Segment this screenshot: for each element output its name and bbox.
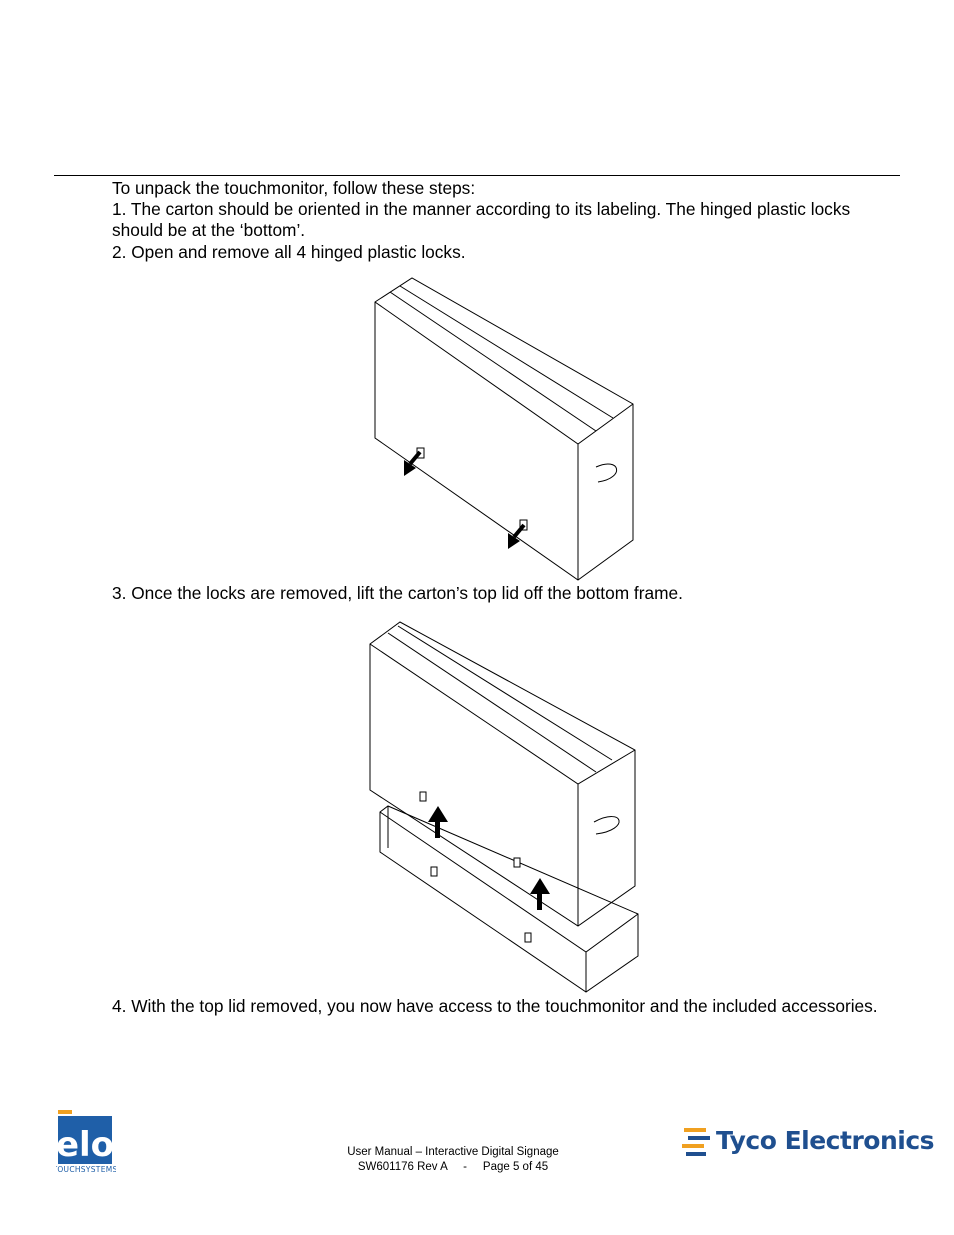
lock-slot-icon	[420, 792, 426, 801]
lock-slot-icon	[514, 858, 520, 867]
step-2-text: 2. Open and remove all 4 hinged plastic locks.	[112, 242, 466, 262]
footer-page-info: SW601176 Rev A - Page 5 of 45	[357, 1161, 549, 1173]
arrow-up-icon	[428, 806, 448, 838]
tyco-mark-icon	[680, 1124, 716, 1164]
intro-text: To unpack the touchmonitor, follow these steps:	[112, 178, 476, 198]
svg-text:elo: elo	[56, 1125, 115, 1165]
step-4-text: 4. With the top lid removed, you now have access to the touchmonitor and the included accessories.	[112, 996, 878, 1016]
tyco-wordmark: Tyco Electronics	[716, 1126, 935, 1155]
step-3-text: 3. Once the locks are removed, lift the carton’s top lid off the bottom frame.	[112, 583, 683, 603]
svg-text:TOUCHSYSTEMS: TOUCHSYSTEMS	[56, 1165, 116, 1174]
lock-slot-icon	[431, 867, 437, 876]
arrow-down-left-icon	[404, 452, 420, 476]
tyco-electronics-logo	[680, 1124, 935, 1168]
lock-slot-icon	[525, 933, 531, 942]
header-rule	[54, 175, 900, 176]
carton-locks-illustration	[360, 264, 650, 586]
elo-touchsystems-logo	[56, 1108, 116, 1174]
footer-manual-title: User Manual – Interactive Digital Signage	[347, 1146, 559, 1158]
arrow-down-left-icon	[508, 525, 524, 549]
carton-lift-illustration	[360, 600, 650, 998]
step-1-text: 1. The carton should be oriented in the manner according to its labeling. The hinged plastic locks should be at the ‘bottom’.	[112, 199, 851, 240]
